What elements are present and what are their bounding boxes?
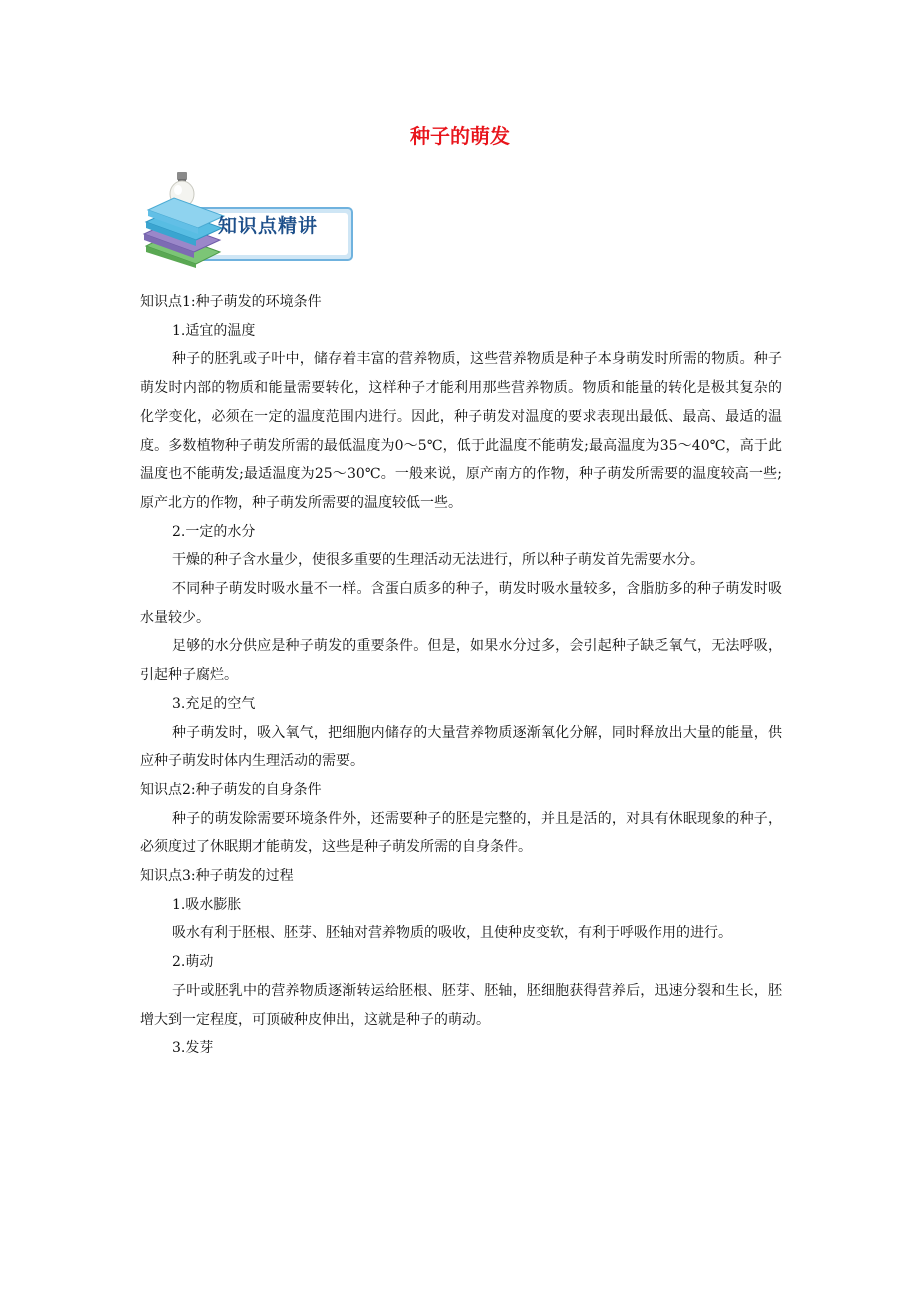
paragraph: 足够的水分供应是种子萌发的重要条件。但是，如果水分过多，会引起种子缺乏氧气，无法呼吸，引起种子腐烂。 [140,638,782,684]
subheading: 1.吸水膨胀 [172,896,242,913]
subheading: 2.一定的水分 [172,523,256,540]
paragraph: 吸水有利于胚根、胚芽、胚轴对营养物质的吸收，且使种皮变软，有利于呼吸作用的进行。 [172,925,732,942]
paragraph: 不同种子萌发时吸水量不一样。含蛋白质多的种子，萌发时吸水量较多，含脂肪多的种子萌发时吸水量较少。 [140,581,782,626]
document-body [140,288,782,1063]
document-title: 种子的萌发 [410,124,510,148]
paragraph: 子叶或胚乳中的营养物质逐渐转运给胚根、胚芽、胚轴，胚细胞获得营养后，迅速分裂和生长，胚增大到一定程度，可顶破种皮伸出，这就是种子的萌动。 [140,982,782,1028]
knowledge-banner [140,168,356,268]
paragraph: 种子的胚乳或子叶中，储存着丰富的营养物质，这些营养物质是种子本身萌发时所需的物质。种子萌发时内部的物质和能量需要转化，这样种子才能利用那些营养物质。物质和能量的转化是极其复杂的化学变化，必须在一定的温度范围内进行。因此，种子萌发对温度的要求表现出最低、最高、最适的温度。多数植物种子萌发所需的最低温度为0～5℃，低于此温度不能萌发;最高温度为35～40℃，高于此温度也不能萌发;最适温度为25～30℃。一般来说，原产南方的作物，种子萌发所需要的温度较高一些;原产北方的作物，种子萌发所需要的温度较低一些。 [140,351,782,511]
subheading: 3.发芽 [172,1040,214,1057]
subheading: 3.充足的空气 [172,695,256,712]
section-heading: 知识点3:种子萌发的过程 [140,868,294,885]
section-heading: 知识点2:种子萌发的自身条件 [140,781,322,798]
subheading: 2.萌动 [172,954,214,971]
subheading: 1.适宜的温度 [172,322,256,339]
section-heading: 知识点1:种子萌发的环境条件 [140,294,322,310]
paragraph: 种子的萌发除需要环境条件外，还需要种子的胚是完整的，并且是活的，对具有休眠现象的种子，必须度过了休眠期才能萌发，这些是种子萌发所需的自身条件。 [140,810,782,856]
banner-label: 知识点精讲 [218,215,319,237]
paragraph: 干燥的种子含水量少，使很多重要的生理活动无法进行，所以种子萌发首先需要水分。 [172,552,704,569]
paragraph: 种子萌发时，吸入氧气，把细胞内储存的大量营养物质逐渐氧化分解，同时释放出大量的能量，供应种子萌发时体内生理活动的需要。 [140,724,782,770]
